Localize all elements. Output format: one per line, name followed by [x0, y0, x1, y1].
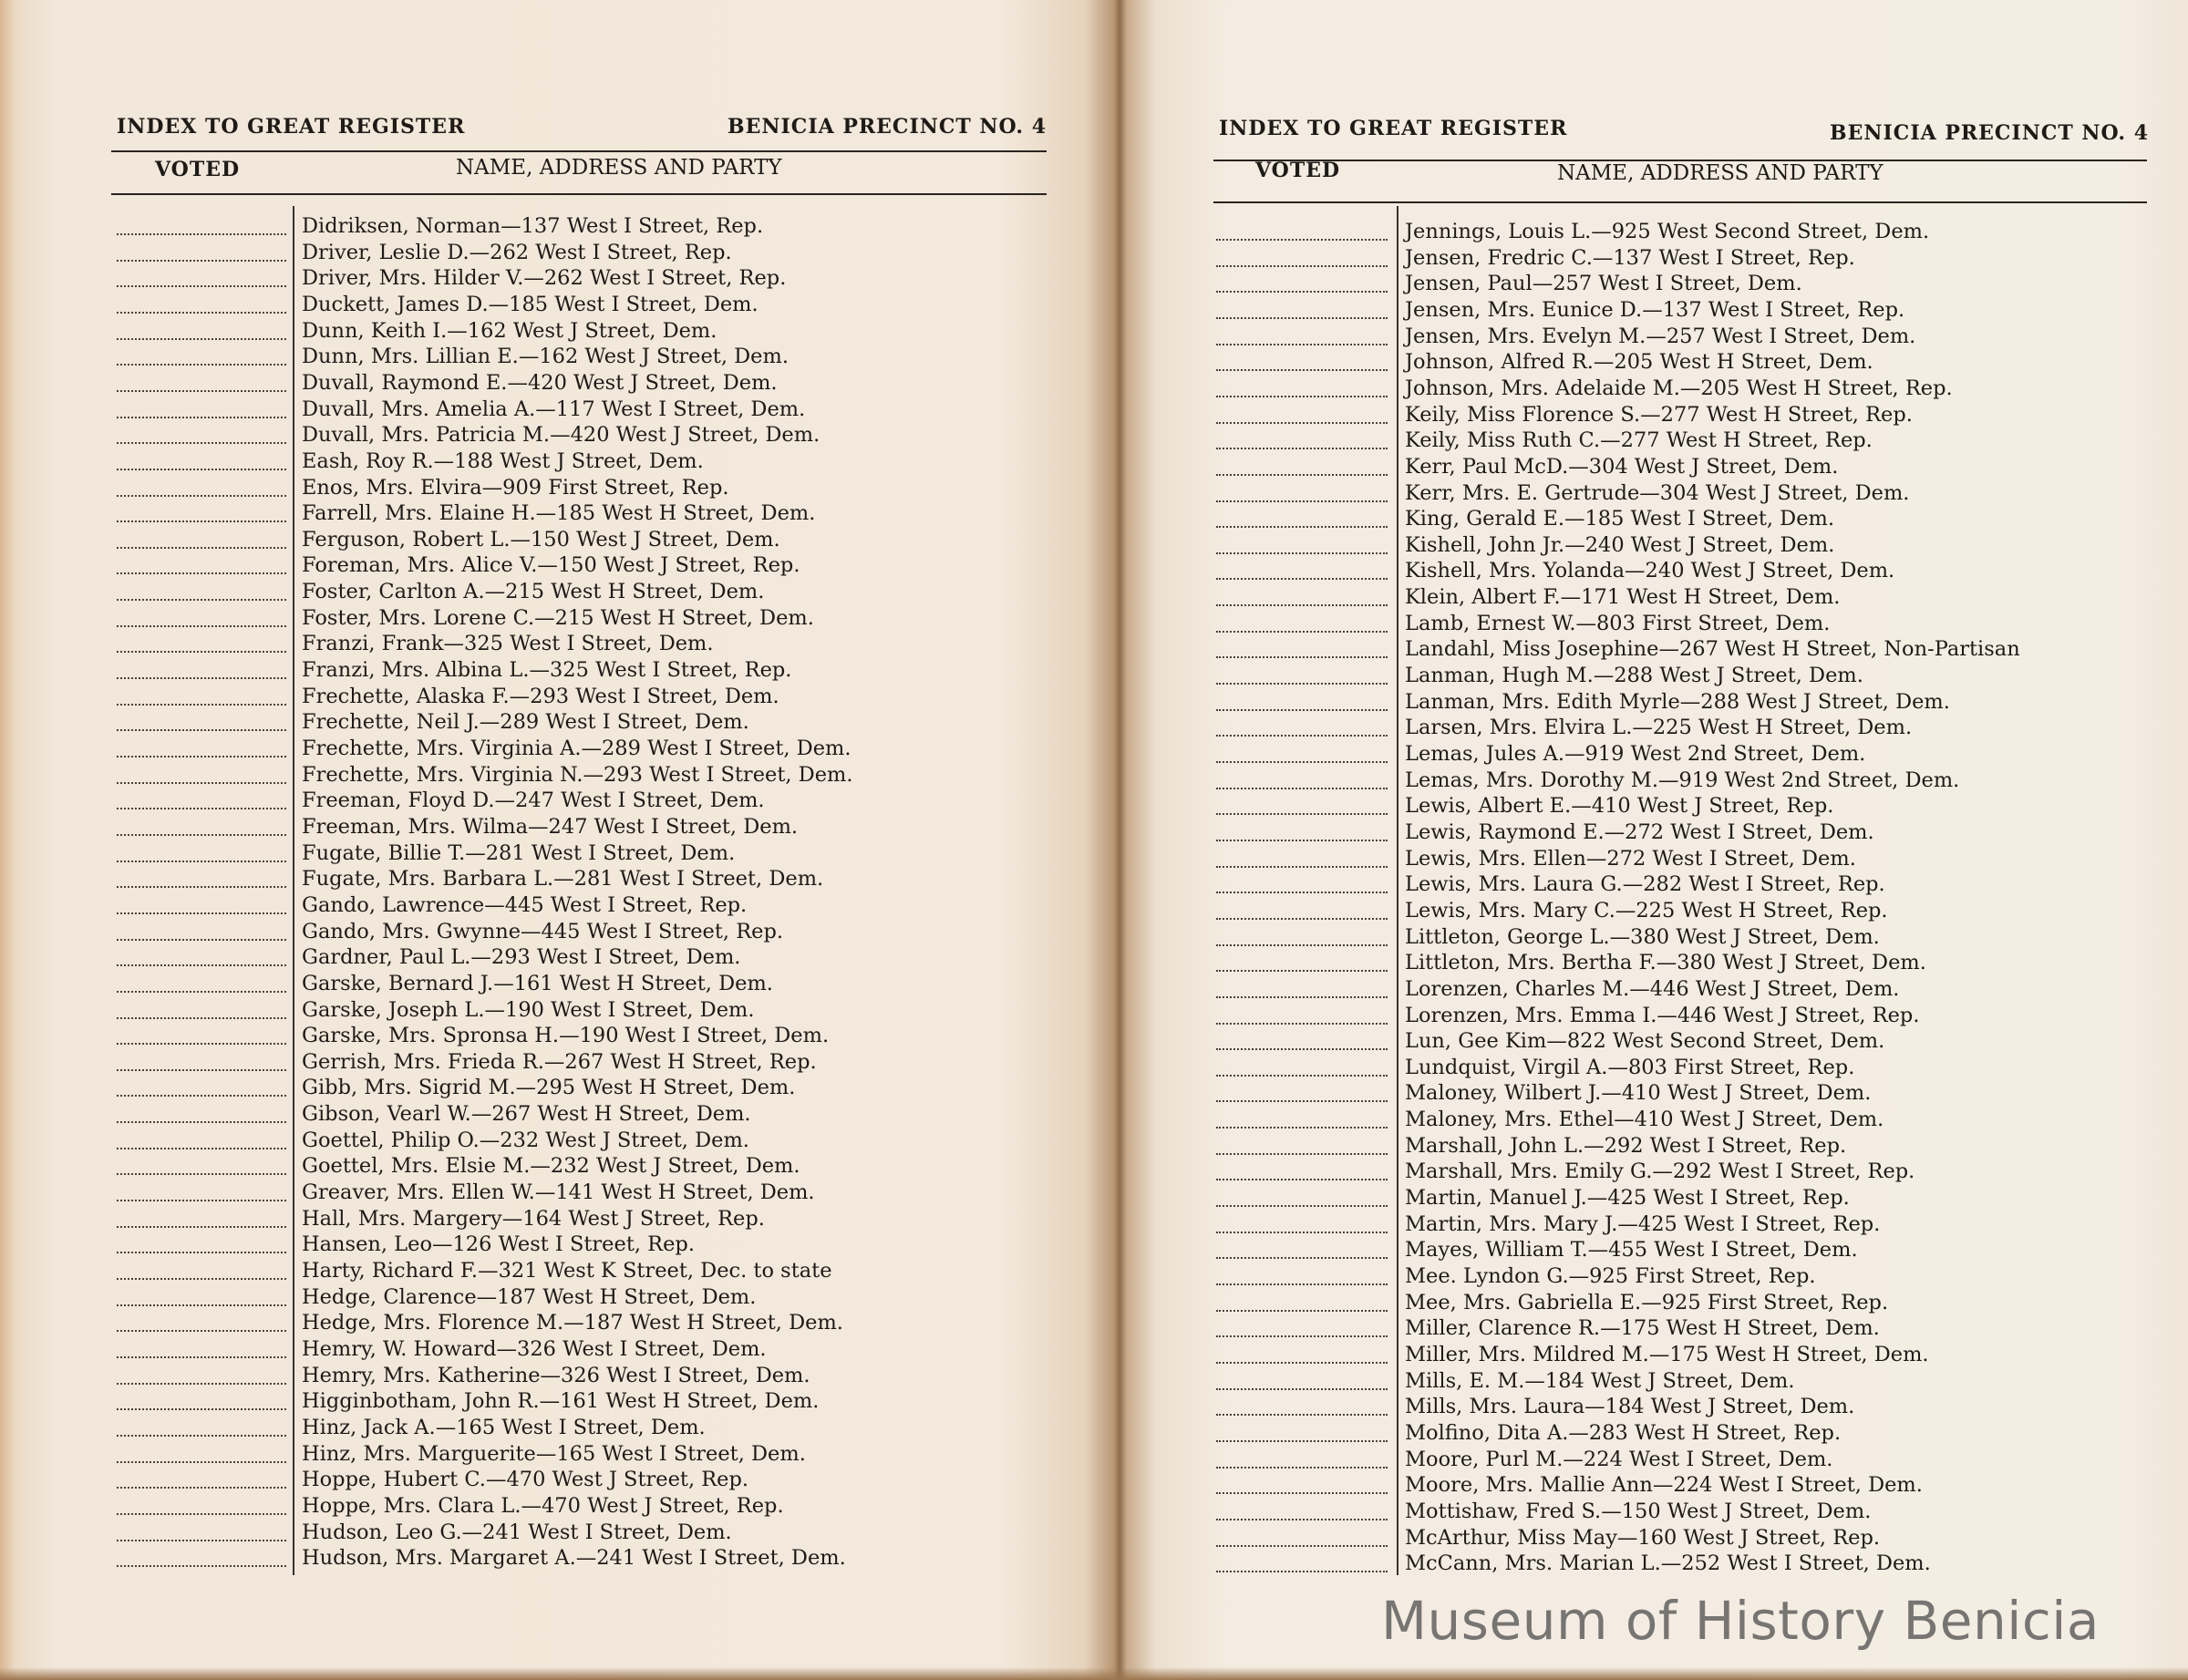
voted-blank — [117, 520, 286, 522]
register-entry: Frechette, Mrs. Virginia N.—293 West I Street, Dem. — [302, 762, 853, 787]
register-entry: Moore, Purl M.—224 West I Street, Dem. — [1405, 1447, 1833, 1471]
voted-blank — [1216, 1571, 1388, 1572]
register-entry: Goettel, Philip O.—232 West J Street, Dem. — [302, 1128, 749, 1152]
register-entry: Foster, Carlton A.—215 West H Street, Dem. — [302, 580, 765, 604]
voted-blank — [1216, 474, 1388, 476]
voted-blank — [1216, 1440, 1388, 1442]
voted-blank — [1216, 996, 1388, 998]
voted-blank — [1216, 1388, 1388, 1390]
register-entry: Lun, Gee Kim—822 West Second Street, Dem. — [1405, 1029, 1885, 1054]
voted-blank — [1216, 317, 1388, 319]
register-entry: Landahl, Miss Josephine—267 West H Street, Non-Partisan — [1405, 637, 2020, 662]
voted-blank — [1216, 369, 1388, 371]
register-entry: Gibb, Mrs. Sigrid M.—295 West H Street, Dem. — [302, 1076, 796, 1100]
register-entry: Mottishaw, Fred S.—150 West J Street, Dem. — [1405, 1499, 1872, 1523]
voted-blank — [117, 1043, 286, 1045]
voted-blank — [1216, 788, 1388, 789]
register-entry: Dunn, Mrs. Lillian E.—162 West J Street, Dem. — [302, 345, 789, 369]
register-entry: Lanman, Mrs. Edith Myrle—288 West J Street, Dem. — [1405, 689, 1950, 714]
voted-blank — [117, 442, 286, 444]
voted-blank — [117, 886, 286, 888]
register-entry: Hoppe, Hubert C.—470 West J Street, Rep. — [302, 1468, 749, 1492]
voted-blank — [1216, 500, 1388, 502]
register-entry: Higginbotham, John R.—161 West H Street, Dem. — [302, 1389, 820, 1414]
voted-blank — [117, 861, 286, 862]
column-divider — [1397, 206, 1398, 1575]
register-entry: Fugate, Billie T.—281 West I Street, Dem. — [302, 840, 736, 865]
register-entry: Marshall, John L.—292 West I Street, Rep. — [1405, 1133, 1847, 1158]
register-entry: Duvall, Mrs. Amelia A.—117 West I Street, Dem. — [302, 397, 806, 421]
register-entry: Littleton, George L.—380 West J Street, Dem. — [1405, 924, 1880, 949]
register-entry: Duvall, Mrs. Patricia M.—420 West J Street, Dem. — [302, 423, 820, 448]
voted-blank — [1216, 1023, 1388, 1025]
voted-blank — [1216, 578, 1388, 580]
voted-blank — [1216, 1335, 1388, 1337]
register-entry: Hemry, W. Howard—326 West I Street, Dem. — [302, 1336, 767, 1361]
voted-blank — [117, 651, 286, 653]
voted-blank — [117, 1435, 286, 1437]
register-entry: Kerr, Paul McD.—304 West J Street, Dem. — [1405, 454, 1839, 479]
register-entry: Gerrish, Mrs. Frieda R.—267 West H Street, Rep. — [302, 1049, 817, 1074]
column-header-voted: VOTED — [1255, 159, 1341, 182]
register-entry: Ferguson, Robert L.—150 West J Street, Dem. — [302, 527, 780, 551]
register-entry: Hedge, Clarence—187 West H Street, Dem. — [302, 1284, 757, 1309]
voted-blank — [1216, 422, 1388, 424]
voted-blank — [117, 1513, 286, 1515]
register-entry: Didriksen, Norman—137 West I Street, Rep. — [302, 214, 764, 238]
register-entry: Molfino, Dita A.—283 West H Street, Rep. — [1405, 1420, 1842, 1445]
register-entry: Kishell, Mrs. Yolanda—240 West J Street, Dem. — [1405, 559, 1895, 583]
voted-blank — [117, 782, 286, 784]
register-entry: Jensen, Mrs. Eunice D.—137 West I Street, Rep. — [1405, 297, 1905, 322]
register-entry: Keily, Miss Ruth C.—277 West H Street, Rep. — [1405, 428, 1873, 453]
register-entry: Hoppe, Mrs. Clara L.—470 West J Street, Rep. — [302, 1493, 784, 1518]
voted-blank — [1216, 604, 1388, 606]
register-entry: Lewis, Albert E.—410 West J Street, Rep. — [1405, 794, 1834, 819]
register-entry: Lemas, Mrs. Dorothy M.—919 West 2nd Street, Dem. — [1405, 768, 1960, 792]
voted-blank — [117, 1121, 286, 1123]
column-divider — [293, 206, 294, 1575]
voted-blank — [117, 1148, 286, 1149]
register-entry: McArthur, Miss May—160 West J Street, Rep. — [1405, 1525, 1881, 1550]
voted-blank — [1216, 291, 1388, 293]
column-header-name: NAME, ADDRESS AND PARTY — [456, 156, 782, 180]
voted-blank — [1216, 1519, 1388, 1520]
register-entry: Hemry, Mrs. Katherine—326 West I Street, Dem. — [302, 1363, 810, 1387]
voted-blank — [117, 1252, 286, 1253]
voted-blank — [117, 1226, 286, 1228]
register-entry: Gardner, Paul L.—293 West I Street, Dem. — [302, 945, 741, 970]
register-entry: Miller, Mrs. Mildred M.—175 West H Street, Dem. — [1405, 1342, 1929, 1366]
voted-blank — [1216, 1362, 1388, 1364]
register-entry: Garske, Joseph L.—190 West I Street, Dem. — [302, 997, 755, 1022]
register-entry: Hudson, Leo G.—241 West I Street, Dem. — [302, 1520, 732, 1544]
register-entry: Mills, E. M.—184 West J Street, Dem. — [1405, 1368, 1795, 1393]
register-entry: Kishell, John Jr.—240 West J Street, Dem. — [1405, 532, 1835, 557]
page-header-precinct: BENICIA PRECINCT NO. 4 — [728, 115, 1047, 139]
voted-blank — [1216, 239, 1388, 241]
page-header-precinct: BENICIA PRECINCT NO. 4 — [1830, 121, 2149, 145]
voted-blank — [1216, 813, 1388, 815]
register-entry: Freeman, Floyd D.—247 West I Street, Dem. — [302, 788, 765, 813]
register-entry: Maloney, Mrs. Ethel—410 West J Street, Dem. — [1405, 1108, 1884, 1132]
register-entry: Freeman, Mrs. Wilma—247 West I Street, Dem. — [302, 814, 799, 839]
voted-blank — [117, 704, 286, 706]
register-entry: Jennings, Louis L.—925 West Second Street, Dem. — [1405, 220, 1930, 243]
register-entry: Frechette, Alaska F.—293 West I Street, Dem. — [302, 684, 779, 708]
register-entry: Klein, Albert F.—171 West H Street, Dem. — [1405, 585, 1841, 610]
header-rule — [111, 150, 1047, 152]
register-entry: Martin, Mrs. Mary J.—425 West I Street, Rep. — [1405, 1211, 1881, 1236]
voted-blank — [1216, 866, 1388, 868]
register-entry: Gibson, Vearl W.—267 West H Street, Dem. — [302, 1102, 751, 1127]
register-entry: Lewis, Mrs. Laura G.—282 West I Street, Rep. — [1405, 872, 1885, 897]
voted-blank — [1216, 1100, 1388, 1102]
register-entry: Garske, Bernard J.—161 West H Street, Dem. — [302, 971, 773, 995]
register-entry: Mee, Mrs. Gabriella E.—925 First Street, Rep. — [1405, 1290, 1889, 1314]
register-entry: Farrell, Mrs. Elaine H.—185 West H Street, Dem. — [302, 501, 816, 526]
register-entry: Jensen, Fredric C.—137 West I Street, Rep. — [1405, 245, 1855, 270]
register-entry: Duvall, Raymond E.—420 West J Street, Dem. — [302, 370, 778, 395]
page-header-title: INDEX TO GREAT REGISTER — [1219, 117, 1568, 140]
register-entry: King, Gerald E.—185 West I Street, Dem. — [1405, 507, 1835, 531]
register-entry: Frechette, Mrs. Virginia A.—289 West I Street, Dem. — [302, 737, 851, 760]
voted-blank — [1216, 892, 1388, 893]
voted-blank — [1216, 1205, 1388, 1207]
voted-blank — [117, 572, 286, 574]
voted-blank — [1216, 1283, 1388, 1285]
register-entry: Littleton, Mrs. Bertha F.—380 West J Street, Dem. — [1405, 951, 1926, 975]
voted-blank — [1216, 735, 1388, 737]
voted-blank — [1216, 970, 1388, 972]
voted-blank — [1216, 1310, 1388, 1312]
register-entry: Hudson, Mrs. Margaret A.—241 West I Street, Dem. — [302, 1546, 846, 1571]
voted-blank — [1216, 1232, 1388, 1233]
register-entry: McCann, Mrs. Marian L.—252 West I Street, Dem. — [1405, 1551, 1931, 1576]
register-entry: Enos, Mrs. Elvira—909 First Street, Rep. — [302, 475, 729, 500]
voted-blank — [1216, 552, 1388, 554]
voted-blank — [1216, 1179, 1388, 1180]
voted-blank — [1216, 1467, 1388, 1469]
register-entry: Johnson, Alfred R.—205 West H Street, Dem. — [1405, 350, 1873, 375]
voted-blank — [1216, 526, 1388, 528]
voted-blank — [1216, 1545, 1388, 1547]
register-entry: Lemas, Jules A.—919 West 2nd Street, Dem. — [1405, 742, 1866, 766]
voted-blank — [117, 1017, 286, 1019]
column-header-voted: VOTED — [155, 158, 241, 181]
register-entry: Marshall, Mrs. Emily G.—292 West I Street, Rep. — [1405, 1160, 1915, 1184]
register-entry: Foreman, Mrs. Alice V.—150 West J Street, Rep. — [302, 553, 800, 578]
voted-blank — [117, 233, 286, 235]
voted-blank — [117, 1095, 286, 1097]
voted-blank — [1216, 683, 1388, 685]
register-entry: Maloney, Wilbert J.—410 West J Street, Dem. — [1405, 1081, 1872, 1106]
register-entry: Moore, Mrs. Mallie Ann—224 West I Street, Dem. — [1405, 1473, 1923, 1498]
register-entry: Lewis, Mrs. Mary C.—225 West H Street, Rep. — [1405, 898, 1888, 922]
voted-blank — [1216, 918, 1388, 920]
voted-blank — [1216, 631, 1388, 633]
register-entry: Eash, Roy R.—188 West J Street, Dem. — [302, 448, 704, 473]
register-entry: Garske, Mrs. Spronsa H.—190 West I Street, Dem. — [302, 1024, 830, 1048]
page-header-title: INDEX TO GREAT REGISTER — [117, 115, 466, 139]
register-entry: Lorenzen, Charles M.—446 West J Street, Dem. — [1405, 976, 1900, 1001]
register-entry: Mee. Lyndon G.—925 First Street, Rep. — [1405, 1264, 1816, 1288]
book-bottom-edge — [0, 1667, 2188, 1680]
register-entry: Dunn, Keith I.—162 West J Street, Dem. — [302, 318, 717, 343]
register-entry: Larsen, Mrs. Elvira L.—225 West H Street, Dem. — [1405, 716, 1913, 740]
register-entry: Lundquist, Virgil A.—803 First Street, Rep. — [1405, 1055, 1855, 1079]
voted-blank — [117, 939, 286, 941]
voted-blank — [117, 808, 286, 809]
register-entry: Mayes, William T.—455 West I Street, Dem. — [1405, 1238, 1858, 1263]
voted-blank — [1216, 944, 1388, 946]
register-entry: Fugate, Mrs. Barbara L.—281 West I Street, Dem. — [302, 867, 824, 892]
voted-blank — [1216, 709, 1388, 711]
voted-blank — [1216, 1048, 1388, 1050]
voted-blank — [117, 677, 286, 679]
register-entry: Franzi, Mrs. Albina L.—325 West I Street, Rep. — [302, 658, 792, 683]
register-entry: Lorenzen, Mrs. Emma I.—446 West J Street, Rep. — [1405, 1003, 1920, 1027]
register-entry: Hinz, Jack A.—165 West I Street, Dem. — [302, 1415, 706, 1439]
voted-blank — [117, 495, 286, 497]
voted-blank — [117, 625, 286, 627]
voted-blank — [117, 1487, 286, 1489]
voted-blank — [117, 1304, 286, 1306]
register-entry: Duckett, James D.—185 West I Street, Dem. — [302, 292, 759, 316]
register-entry: Greaver, Mrs. Ellen W.—141 West H Street, Dem. — [302, 1180, 815, 1205]
register-entry: Martin, Manuel J.—425 West I Street, Rep. — [1405, 1186, 1850, 1211]
voted-blank — [117, 285, 286, 287]
voted-blank — [1216, 840, 1388, 841]
register-entry: Franzi, Frank—325 West I Street, Dem. — [302, 632, 714, 656]
register-entry: Keily, Miss Florence S.—277 West H Street, Rep. — [1405, 402, 1913, 427]
voted-blank — [117, 1540, 286, 1541]
register-entry: Hall, Mrs. Margery—164 West J Street, Rep. — [302, 1206, 765, 1231]
watermark: Museum of History Benicia — [1381, 1590, 2100, 1652]
register-entry: Kerr, Mrs. E. Gertrude—304 West J Street, Dem. — [1405, 480, 1910, 505]
register-entry: Gando, Lawrence—445 West I Street, Rep. — [302, 892, 748, 917]
voted-blank — [117, 964, 286, 966]
register-entry: Mills, Mrs. Laura—184 West J Street, Dem. — [1405, 1395, 1855, 1419]
voted-blank — [1216, 1414, 1388, 1416]
register-entry: Lewis, Mrs. Ellen—272 West I Street, Dem. — [1405, 846, 1856, 871]
voted-blank — [1216, 1127, 1388, 1129]
voted-blank — [1216, 1153, 1388, 1155]
voted-blank — [117, 1278, 286, 1280]
voted-blank — [117, 1330, 286, 1332]
register-entry: Frechette, Neil J.—289 West I Street, Dem. — [302, 710, 749, 735]
voted-blank — [117, 1069, 286, 1071]
voted-blank — [117, 599, 286, 601]
register-entry: Foster, Mrs. Lorene C.—215 West H Street, Dem. — [302, 605, 814, 630]
register-entry: Harty, Richard F.—321 West K Street, Dec. to state — [302, 1259, 832, 1283]
voted-blank — [1216, 396, 1388, 397]
register-entry: Hedge, Mrs. Florence M.—187 West H Street, Dem. — [302, 1311, 843, 1335]
register-entry: Driver, Mrs. Hilder V.—262 West I Street, Rep. — [302, 266, 787, 291]
register-entry: Lanman, Hugh M.—288 West J Street, Dem. — [1405, 664, 1863, 688]
register-entry: Miller, Clarence R.—175 West H Street, Dem. — [1405, 1316, 1880, 1341]
register-entry: Driver, Leslie D.—262 West I Street, Rep. — [302, 240, 732, 264]
voted-blank — [117, 834, 286, 836]
voted-blank — [117, 469, 286, 470]
voted-blank — [117, 1383, 286, 1385]
register-entry: Lewis, Raymond E.—272 West I Street, Dem. — [1405, 819, 1874, 844]
voted-blank — [117, 1565, 286, 1567]
voted-blank — [117, 912, 286, 914]
voted-blank — [1216, 761, 1388, 763]
register-entry: Lamb, Ernest W.—803 First Street, Dem. — [1405, 611, 1831, 635]
voted-blank — [1216, 448, 1388, 449]
voted-blank — [117, 312, 286, 314]
register-entry: Jensen, Paul—257 West I Street, Dem. — [1405, 272, 1802, 296]
voted-blank — [1216, 1257, 1388, 1259]
register-entry: Johnson, Mrs. Adelaide M.—205 West H Street, Rep. — [1405, 376, 1953, 400]
voted-blank — [117, 260, 286, 262]
right-page — [1120, 0, 2188, 1680]
column-header-rule — [111, 193, 1047, 195]
register-entry: Gando, Mrs. Gwynne—445 West I Street, Rep. — [302, 919, 784, 943]
voted-blank — [1216, 344, 1388, 345]
voted-blank — [117, 547, 286, 549]
voted-blank — [117, 1200, 286, 1201]
column-header-rule — [1213, 201, 2147, 203]
voted-blank — [1216, 656, 1388, 658]
voted-blank — [117, 729, 286, 731]
register-entry: Goettel, Mrs. Elsie M.—232 West J Street, Dem. — [302, 1154, 800, 1179]
register-entry: Hinz, Mrs. Marguerite—165 West I Street, Dem. — [302, 1441, 806, 1466]
column-header-name: NAME, ADDRESS AND PARTY — [1557, 161, 1884, 185]
register-entry: Hansen, Leo—126 West I Street, Rep. — [302, 1232, 695, 1257]
voted-blank — [117, 390, 286, 392]
voted-blank — [117, 417, 286, 418]
register-entry: Jensen, Mrs. Evelyn M.—257 West I Street, Dem. — [1405, 324, 1916, 348]
voted-blank — [117, 1356, 286, 1358]
voted-blank — [1216, 265, 1388, 267]
voted-blank — [117, 364, 286, 366]
voted-blank — [117, 1408, 286, 1410]
voted-blank — [117, 1173, 286, 1175]
voted-blank — [117, 1461, 286, 1463]
voted-blank — [117, 756, 286, 758]
voted-blank — [1216, 1492, 1388, 1494]
voted-blank — [1216, 1075, 1388, 1077]
voted-blank — [117, 338, 286, 340]
voted-blank — [117, 991, 286, 993]
